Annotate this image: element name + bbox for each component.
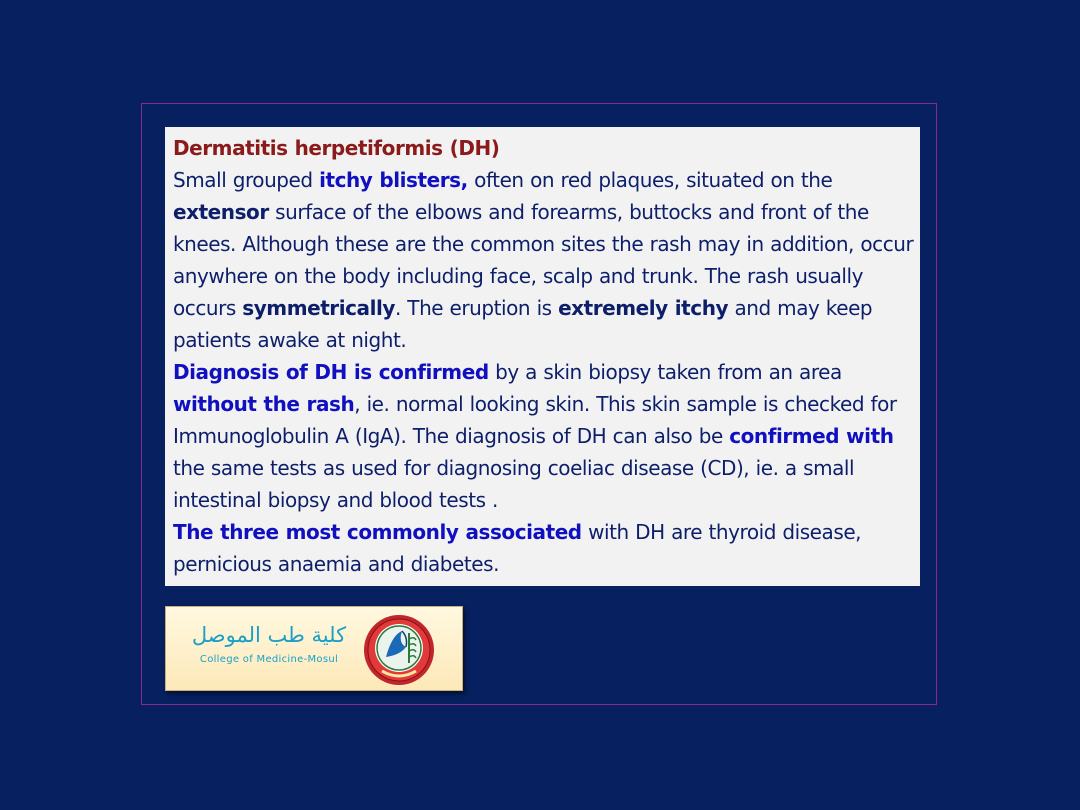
college-emblem-icon xyxy=(362,613,436,687)
text-run: by a skin biopsy taken from an area xyxy=(488,360,842,384)
text-run: Small grouped xyxy=(173,168,320,192)
text-run: often on red plaques, situated on the xyxy=(467,168,833,192)
paragraph-diagnosis xyxy=(173,356,914,516)
emphasis-diagnosis-confirmed: Diagnosis of DH is confirmed xyxy=(173,360,489,384)
emphasis-confirmed-with: confirmed with xyxy=(729,424,894,448)
text-run: , ie. normal looking skin. This skin sample is checked for Immunoglobulin A (IgA). The diagnosis of DH can also be xyxy=(173,392,897,448)
emphasis-symmetrically: symmetrically xyxy=(242,296,395,320)
emphasis-without-rash: without the rash xyxy=(173,392,355,416)
emphasis-extremely-itchy: extremely itchy xyxy=(558,296,729,320)
paragraph-associations xyxy=(173,516,914,580)
text-run: the same tests as used for diagnosing coeliac disease (CD), ie. a small intestinal biopsy and blood tests . xyxy=(173,456,855,512)
college-logo xyxy=(165,606,463,691)
paragraph-symptoms xyxy=(173,164,914,356)
emphasis-extensor: extensor xyxy=(173,200,269,224)
text-run: with DH are thyroid disease, pernicious anaemia and diabetes. xyxy=(173,520,862,576)
logo-arabic-name: كلية طب الموصل xyxy=(191,623,347,647)
text-run: surface of the elbows and forearms, buttocks and front of the knees. Although these are the common sites the rash may in addition, occur anywhere on the body including face, scalp and trunk. The rash usually occurs xyxy=(173,200,914,320)
text-run: and may keep patients awake at night. xyxy=(173,296,873,352)
emphasis-itchy-blisters: itchy blisters, xyxy=(319,168,468,192)
text-run: . The eruption is xyxy=(394,296,559,320)
content-textbox xyxy=(165,127,920,586)
slide-title: Dermatitis herpetiformis (DH) xyxy=(173,136,500,160)
logo-english-name: College of Medicine-Mosul xyxy=(199,654,339,665)
emphasis-most-commonly-associated: The three most commonly associated xyxy=(173,520,582,544)
